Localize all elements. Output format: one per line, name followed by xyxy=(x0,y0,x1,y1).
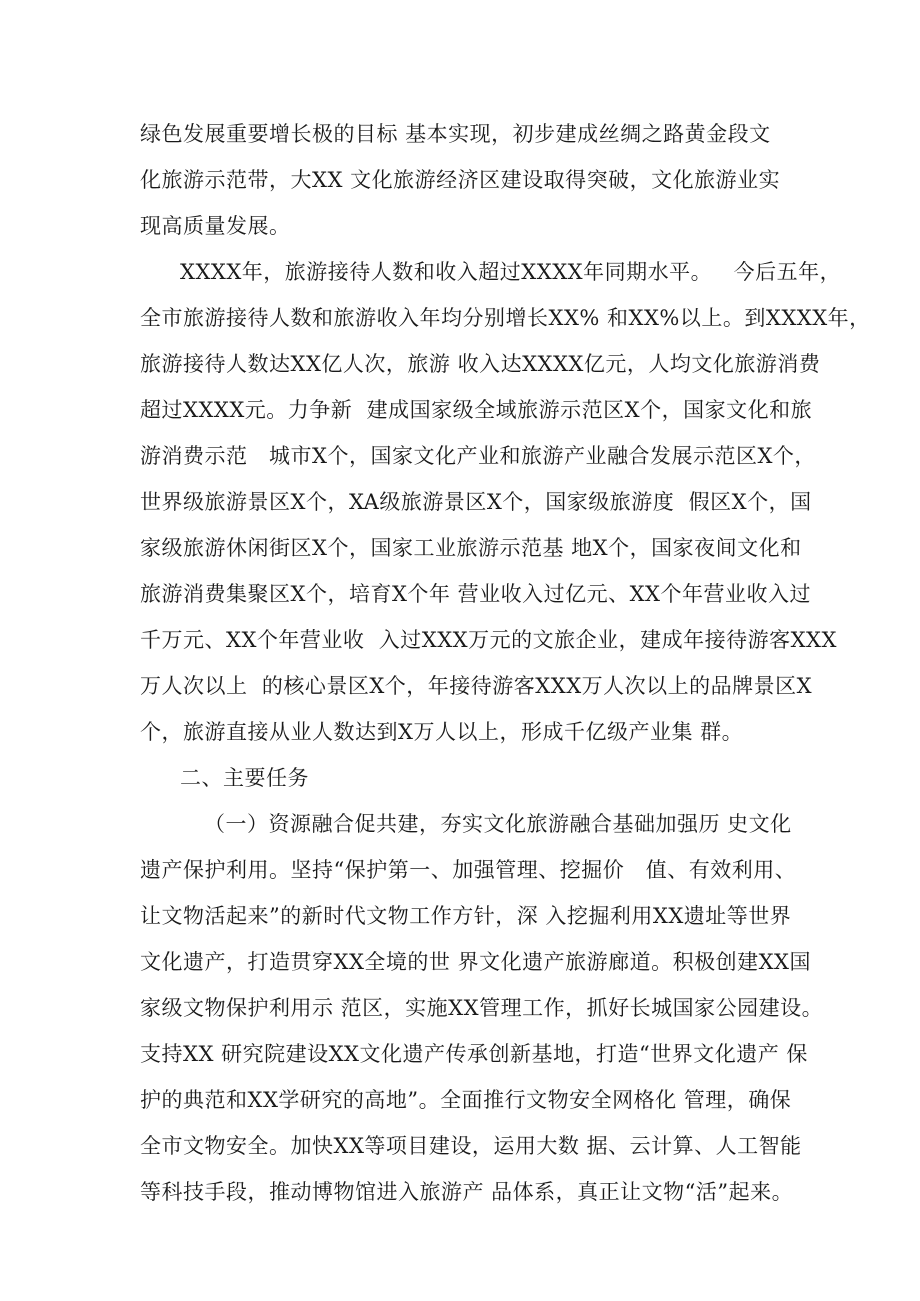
text-line: 化旅游示范带，大XX 文化旅游经济区建设取得突破，文化旅游业实 xyxy=(140,168,781,192)
text-line: 家级文物保护利用示 范区，实施XX管理工作，抓好长城国家公园建设。 xyxy=(140,996,824,1020)
text-line: （一）资源融合促共建，夯实文化旅游融合基础加强历 史文化 xyxy=(204,812,792,836)
text-line: 现高质量发展。 xyxy=(140,214,291,238)
text-line: 旅游接待人数达XX亿人次，旅游 收入达XXXX亿元，人均文化旅游消费 xyxy=(140,352,821,376)
text-line: 全市旅游接待人数和旅游收入年均分别增长XX% 和XX%以上。到XXXX年， xyxy=(140,306,871,330)
text-line: 绿色发展重要增长极的目标 基本实现，初步建成丝绸之路黄金段文 xyxy=(140,122,771,146)
text-line: 个，旅游直接从业人数达到X万人以上，形成千亿级产业集 群。 xyxy=(140,720,744,744)
text-line: 万人次以上 的核心景区X个，年接待游客XXX万人次以上的品牌景区X xyxy=(140,674,813,698)
text-line: 全市文物安全。加快XX等项目建设，运用大数 据、云计算、人工智能 xyxy=(140,1134,802,1158)
text-line: 超过XXXX元。力争新 建成国家级全域旅游示范区X个，国家文化和旅 xyxy=(140,398,813,422)
text-line: 旅游消费集聚区X个，培育X个年 营业收入过亿元、XX个年营业收入过 xyxy=(140,582,811,606)
text-line: 护的典范和XX学研究的高地”。全面推行文物安全网格化 管理，确保 xyxy=(140,1088,792,1112)
text-line: 遗产保护利用。坚持“保护第一、加强管理、挖掘价 值、有效利用、 xyxy=(140,858,797,882)
text-line: 家级旅游休闲街区X个，国家工业旅游示范基 地X个，国家夜间文化和 xyxy=(140,536,802,560)
text-line: 等科技手段，推动博物馆进入旅游产 品体系，真正让文物“活”起来。 xyxy=(140,1180,794,1204)
text-line: 世界级旅游景区X个，XA级旅游景区X个，国家级旅游度 假区X个，国 xyxy=(140,490,812,514)
text-line: 支持XX 研究院建设XX文化遗产传承创新基地，打造“世界文化遗产 保 xyxy=(140,1042,808,1066)
text-line: 文化遗产，打造贯穿XX全境的世 界文化遗产旅游廊道。积极创建XX国 xyxy=(140,950,811,974)
text-line: 游消费示范 城市X个，国家文化产业和旅游产业融合发展示范区X个， xyxy=(140,444,816,468)
text-line: 让文物活起来”的新时代文物工作方针，深 入挖掘利用XX遗址等世界 xyxy=(140,904,792,928)
text-line: XXXX年，旅游接待人数和收入超过XXXX年同期水平。 今后五年， xyxy=(180,260,842,284)
section-heading: 二、主要任务 xyxy=(180,766,309,790)
text-line: 千万元、XX个年营业收 入过XXX万元的文旅企业，建成年接待游客XXX xyxy=(140,628,837,652)
